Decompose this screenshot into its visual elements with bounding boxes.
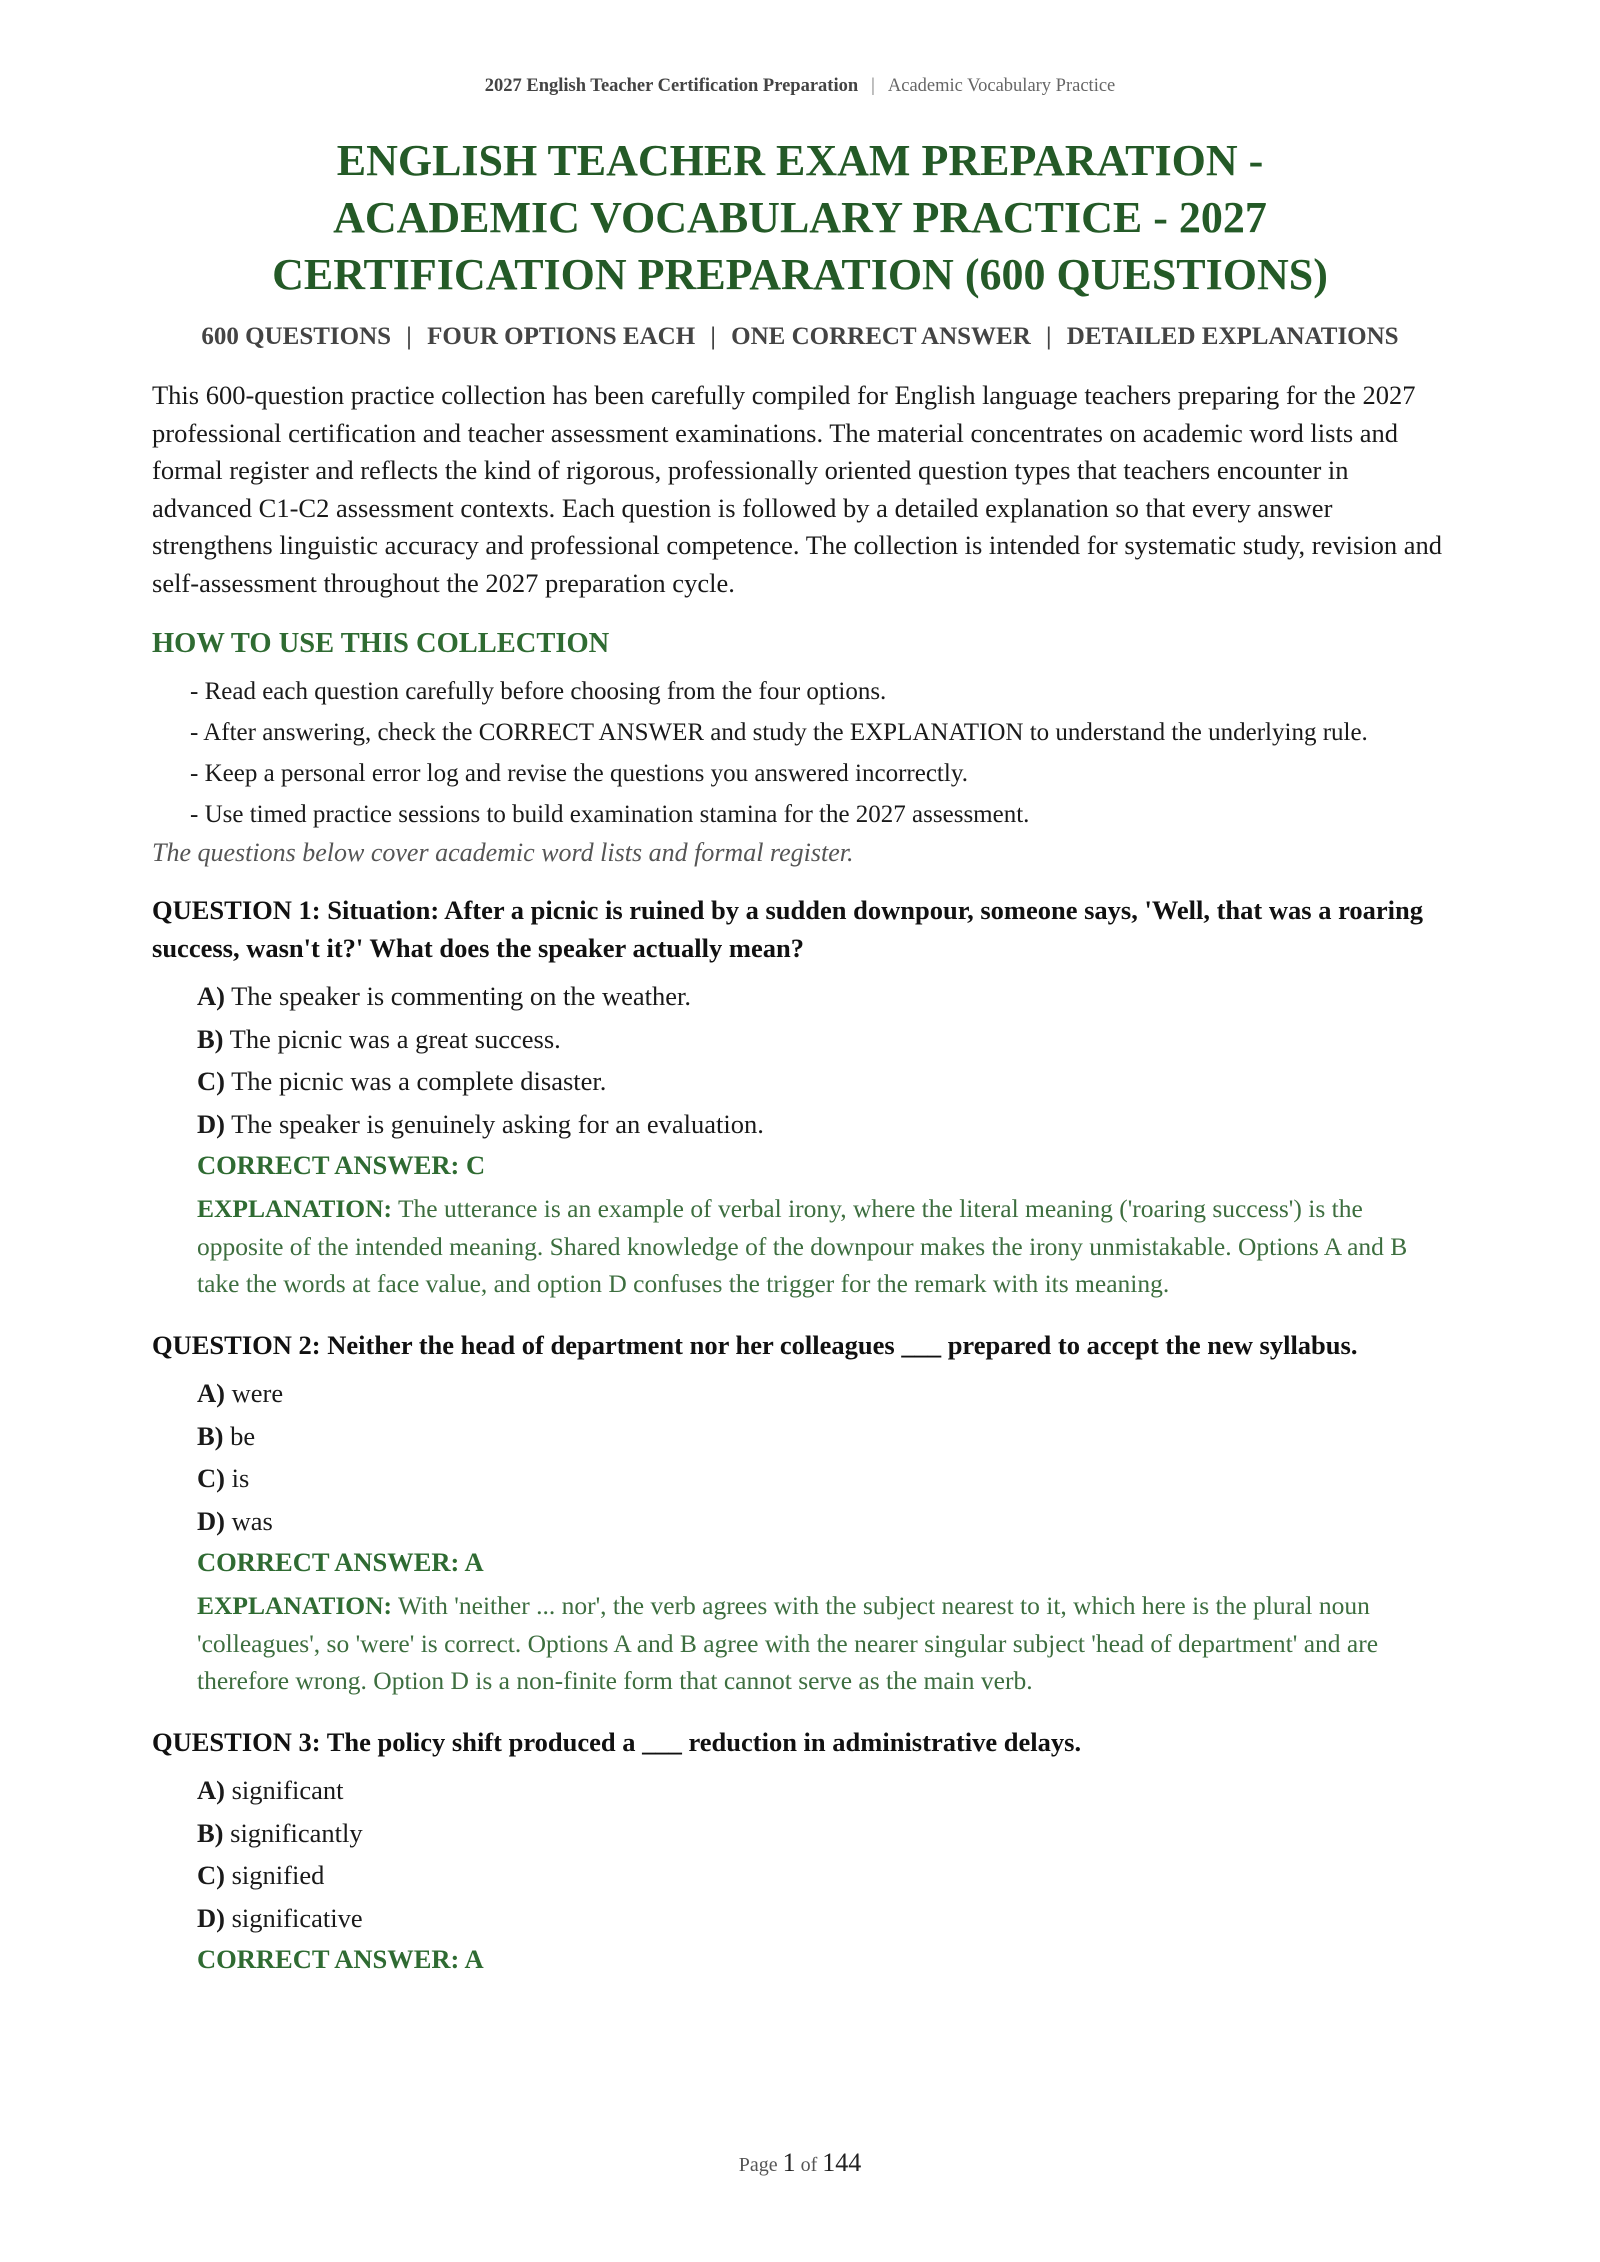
option-text: The speaker is commenting on the weather.: [231, 981, 692, 1011]
subtitle-item: FOUR OPTIONS EACH: [427, 323, 696, 350]
question-text: QUESTION 2: Neither the head of department nor her colleagues ___ prepared to accept the new syllabus.: [152, 1329, 1358, 1360]
explanation-label: EXPLANATION:: [197, 1194, 393, 1223]
option-letter: A): [197, 1775, 225, 1805]
option-list: [197, 975, 1448, 1145]
option-letter: D): [197, 1108, 225, 1139]
option-text: was: [231, 1505, 273, 1536]
option-letter: C): [197, 1860, 225, 1890]
option: [197, 1457, 1448, 1500]
option-text: significant: [231, 1775, 344, 1805]
question-block: [152, 892, 1448, 1303]
option: [197, 1372, 1448, 1415]
coverage-note: The questions below cover academic word lists and formal register.: [152, 838, 854, 867]
option-letter: A): [197, 1378, 225, 1408]
question-text: QUESTION 1: Situation: After a picnic is ruined by a sudden downpour, someone says, 'Well, that was a roaring success, wasn't it?' What does the speaker actually mean?: [152, 895, 1423, 963]
correct-answer: CORRECT ANSWER: A: [197, 1944, 484, 1974]
option: [197, 1897, 1448, 1940]
how-to-use-item: - After answering, check the CORRECT ANSWER and study the EXPLANATION to understand the underlying rule.: [190, 719, 1368, 746]
running-header: [0, 76, 1600, 97]
option-letter: D): [197, 1902, 225, 1933]
question-block: [152, 1724, 1448, 1981]
how-to-use-list: [152, 674, 1448, 833]
option: [197, 1769, 1448, 1812]
page-content: [152, 132, 1448, 1980]
option-letter: C): [197, 1066, 225, 1096]
explanation-label: EXPLANATION:: [197, 1591, 393, 1620]
option: [197, 1415, 1448, 1458]
option-text: significantly: [230, 1817, 363, 1848]
option-text: were: [231, 1378, 284, 1408]
explanation: [197, 1587, 1448, 1700]
subtitle-item: ONE CORRECT ANSWER: [731, 323, 1031, 350]
page-footer: [0, 2148, 1600, 2178]
document-title: ENGLISH TEACHER EXAM PREPARATION - ACADEMIC VOCABULARY PRACTICE - 2027 CERTIFICATION PREPARATION (600 QUESTIONS): [272, 136, 1328, 299]
document-subtitle: [152, 323, 1448, 351]
option-letter: B): [197, 1817, 224, 1848]
correct-answer: CORRECT ANSWER: A: [197, 1547, 484, 1577]
header-section: Academic Vocabulary Practice: [887, 76, 1116, 96]
how-to-use-item: - Read each question carefully before choosing from the four options.: [190, 678, 887, 705]
option-text: The picnic was a complete disaster.: [231, 1066, 607, 1096]
option: [197, 1018, 1448, 1061]
option-list: [197, 1372, 1448, 1542]
option: [197, 1812, 1448, 1855]
subtitle-item: DETAILED EXPLANATIONS: [1066, 323, 1399, 350]
option-text: signified: [231, 1860, 325, 1890]
option-list: [197, 1769, 1448, 1939]
option: [197, 1060, 1448, 1103]
how-to-use-item: - Use timed practice sessions to build examination stamina for the 2027 assessment.: [190, 801, 1030, 828]
subtitle-item: 600 QUESTIONS: [201, 323, 392, 350]
how-to-use-heading: HOW TO USE THIS COLLECTION: [152, 628, 610, 659]
correct-answer: CORRECT ANSWER: C: [197, 1150, 486, 1180]
option-letter: B): [197, 1023, 224, 1054]
total-pages: 144: [822, 2148, 862, 2177]
option-text: be: [230, 1420, 256, 1451]
option: [197, 1500, 1448, 1543]
subtitle-separator: |: [710, 323, 716, 350]
explanation-text: The utterance is an example of verbal irony, where the literal meaning ('roaring success') is the opposite of the intended meaning. Shared knowledge of the downpour makes the irony unmistakable. Options A and B take the words at face value, and option D confuses the trigger for the remark with its meaning.: [197, 1194, 1408, 1298]
option-text: The speaker is genuinely asking for an evaluation.: [231, 1108, 764, 1139]
header-title: 2027 English Teacher Certification Preparation: [484, 76, 859, 96]
of-word: of: [800, 2154, 818, 2176]
option-letter: C): [197, 1463, 225, 1493]
subtitle-separator: |: [406, 323, 412, 350]
option-letter: A): [197, 981, 225, 1011]
explanation-text: With 'neither ... nor', the verb agrees with the subject nearest to it, which here is the plural noun 'colleagues', so 'were' is correct. Options A and B agree with the nearer singular subject 'head of department' and are therefore wrong. Option D is a non-finite form that cannot serve as the main verb.: [197, 1591, 1379, 1695]
option-text: is: [231, 1463, 250, 1493]
option-letter: B): [197, 1420, 224, 1451]
explanation: [197, 1190, 1448, 1303]
intro-paragraph: This 600-question practice collection has been carefully compiled for English language teachers preparing for the 2027 professional certification and teacher assessment examinations. The material concentrates on academic word lists and formal register and reflects the kind of rigorous, professionally oriented question types that teachers encounter in advanced C1-C2 assessment contexts. Each question is followed by a detailed explanation so that every answer strengthens linguistic accuracy and professional competence. The collection is intended for systematic study, revision and self-assessment throughout the 2027 preparation cycle.: [152, 380, 1443, 598]
page-word: Page: [738, 2154, 778, 2176]
header-separator: |: [871, 76, 875, 96]
question-block: [152, 1327, 1448, 1700]
question-text: QUESTION 3: The policy shift produced a ___ reduction in administrative delays.: [152, 1726, 1082, 1757]
option-text: The picnic was a great success.: [229, 1023, 561, 1054]
how-to-use-item: - Keep a personal error log and revise the questions you answered incorrectly.: [190, 760, 968, 787]
option-letter: D): [197, 1505, 225, 1536]
option: [197, 1854, 1448, 1897]
option: [197, 1103, 1448, 1146]
option-text: significative: [231, 1902, 363, 1933]
option: [197, 975, 1448, 1018]
subtitle-separator: |: [1046, 323, 1052, 350]
current-page-number: 1: [782, 2148, 796, 2177]
